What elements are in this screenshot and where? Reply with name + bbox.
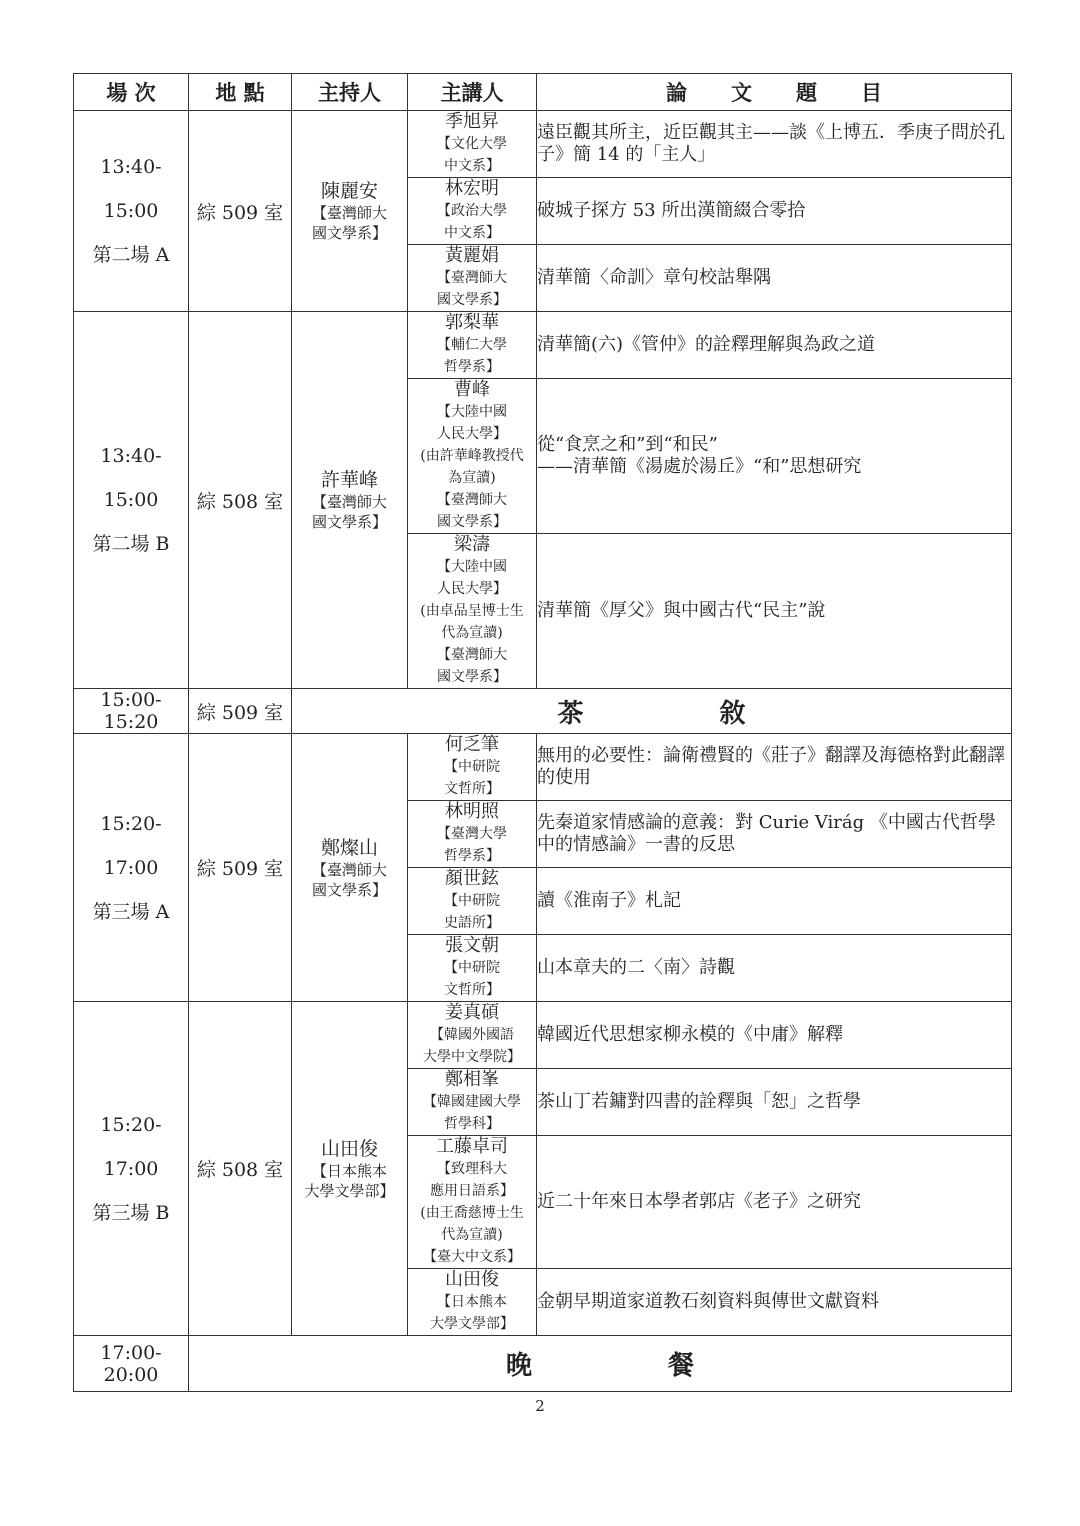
paper-title: 茶山丁若鏞對四書的詮釋與「恕」之哲學 [537,1069,1012,1136]
speaker-cell: 梁濤 【大陸中國 人民大學】 (由卓品呈博士生 代為宣讀) 【臺灣師大 國文學系】 [408,534,537,689]
speaker-cell: 山田俊 【日本熊本 大學文學部】 [408,1269,537,1336]
speaker-cell: 黃麗娟 【臺灣師大 國文學系】 [408,245,537,312]
session-time-cell: 15:20-17:00 第三場 A [74,734,189,1002]
speaker-cell: 曹峰 【大陸中國 人民大學】 (由許華峰教授代 為宣讀) 【臺灣師大 國文學系】 [408,379,537,534]
dinner: 晚 餐 [189,1336,1012,1392]
paper-title: 從“食烹之和”到“和民” ——清華簡《湯處於湯丘》“和”思想研究 [537,379,1012,534]
speaker-cell: 姜真碩 【韓國外國語 大學中文學院】 [408,1002,537,1069]
paper-title: 清華簡〈命訓〉章句校詁舉隅 [537,245,1012,312]
header-speaker: 主講人 [408,74,537,111]
page-number: 2 [535,1397,545,1415]
session-host: 陳麗安 【臺灣師大 國文學系】 [292,111,408,312]
header-session: 場 次 [74,74,189,111]
speaker-cell: 張文朝 【中研院 文哲所】 [408,935,537,1002]
session-room: 綜 508 室 [189,312,292,689]
speaker-cell: 鄭相峯 【韓國建國大學 哲學科】 [408,1069,537,1136]
paper-title: 無用的必要性：論衛禮賢的《莊子》翻譯及海德格對此翻譯的使用 [537,734,1012,801]
paper-title: 清華簡《厚父》與中國古代“民主”說 [537,534,1012,689]
speaker-cell: 林明照 【臺灣大學 哲學系】 [408,801,537,868]
table-row [74,312,1012,379]
paper-title: 先秦道家情感論的意義：對 Curie Virág 《中國古代哲學中的情感論》一書的反思 [537,801,1012,868]
speaker-cell: 季旭昇 【文化大學 中文系】 [408,111,537,178]
session-host: 許華峰 【臺灣師大 國文學系】 [292,312,408,689]
session-time-cell: 13:40-15:00 第二場 B [74,312,189,689]
session-time-cell: 15:20-17:00 第三場 B [74,1002,189,1336]
session-time-cell: 13:40-15:00 第二場 A [74,111,189,312]
speaker-cell: 顏世鉉 【中研院 史語所】 [408,868,537,935]
tea-break: 茶 敘 [292,689,1012,734]
header-venue: 地 點 [189,74,292,111]
paper-title: 遠臣觀其所主，近臣觀其主——談《上博五．季庚子問於孔子》簡 14 的「主人」 [537,111,1012,178]
header-row [74,74,1012,111]
break-time: 15:00-15:20 [74,689,189,734]
speaker-cell: 工藤卓司 【致理科大 應用日語系】 (由王喬慈博士生 代為宣讀) 【臺大中文系】 [408,1136,537,1269]
session-room: 綜 509 室 [189,734,292,1002]
header-paper-title: 論 文 題 目 [537,74,1012,111]
paper-title: 近二十年來日本學者郭店《老子》之研究 [537,1136,1012,1269]
speaker-cell: 何乏筆 【中研院 文哲所】 [408,734,537,801]
table-row [74,689,1012,734]
schedule-table [73,73,1012,1392]
paper-title: 讀《淮南子》札記 [537,868,1012,935]
paper-title: 韓國近代思想家柳永模的《中庸》解釋 [537,1002,1012,1069]
table-row [74,111,1012,178]
session-host: 山田俊 【日本熊本 大學文學部】 [292,1002,408,1336]
paper-title: 山本章夫的二〈南〉詩觀 [537,935,1012,1002]
break-room: 綜 509 室 [189,689,292,734]
paper-title: 清華簡(六)《管仲》的詮釋理解與為政之道 [537,312,1012,379]
session-room: 綜 509 室 [189,111,292,312]
dinner-time: 17:00-20:00 [74,1336,189,1392]
header-host: 主持人 [292,74,408,111]
paper-title: 金朝早期道家道教石刻資料與傳世文獻資料 [537,1269,1012,1336]
speaker-cell: 郭梨華 【輔仁大學 哲學系】 [408,312,537,379]
speaker-cell: 林宏明 【政治大學 中文系】 [408,178,537,245]
table-row [74,1002,1012,1069]
session-host: 鄭燦山 【臺灣師大 國文學系】 [292,734,408,1002]
session-room: 綜 508 室 [189,1002,292,1336]
table-row [74,734,1012,801]
table-row [74,1336,1012,1392]
paper-title: 破城子探方 53 所出漢簡綴合零拾 [537,178,1012,245]
